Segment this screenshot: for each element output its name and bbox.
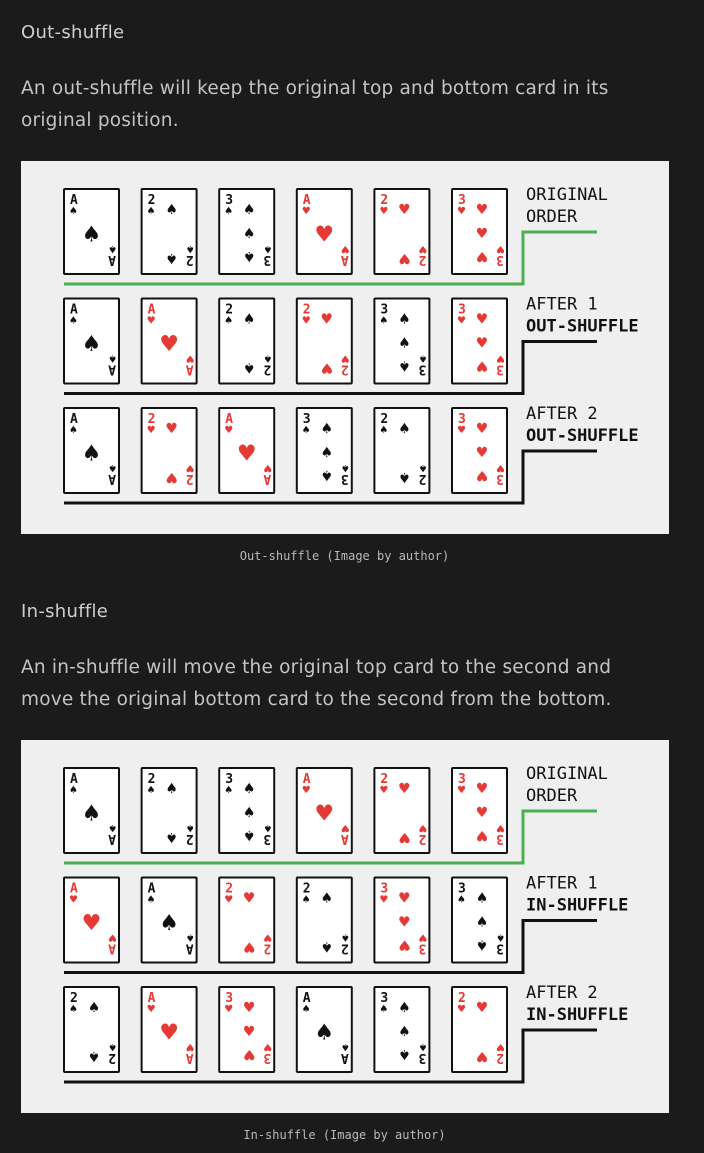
svg-text:A: A	[70, 412, 78, 427]
svg-text:2: 2	[418, 471, 427, 486]
playing-card-A-spades	[142, 878, 197, 963]
svg-text:♥: ♥	[81, 911, 102, 937]
out-shuffle-diagram	[21, 161, 669, 534]
svg-text:♥: ♥	[242, 999, 256, 1016]
svg-text:3: 3	[225, 193, 234, 208]
svg-text:3: 3	[496, 940, 504, 956]
svg-text:♠: ♠	[398, 420, 411, 437]
svg-text:3: 3	[496, 361, 504, 377]
svg-text:2: 2	[418, 252, 427, 267]
playing-card-2-hearts	[374, 189, 429, 274]
svg-text:♠: ♠	[398, 1023, 411, 1040]
card-row-3	[64, 983, 628, 1082]
svg-text:♠: ♠	[457, 894, 466, 906]
svg-text:♥: ♥	[108, 931, 117, 943]
svg-text:A: A	[147, 881, 156, 897]
svg-text:♥: ♥	[340, 822, 350, 833]
svg-text:3: 3	[458, 412, 466, 427]
svg-text:3: 3	[302, 412, 311, 427]
svg-text:♠: ♠	[165, 780, 178, 797]
playing-card-3-spades	[297, 408, 352, 493]
card-row-1	[64, 764, 608, 863]
svg-text:3: 3	[496, 252, 504, 267]
svg-text:♠: ♠	[263, 243, 273, 254]
svg-text:♥: ♥	[379, 894, 389, 906]
svg-text:♠: ♠	[320, 467, 334, 484]
svg-text:♥: ♥	[340, 243, 350, 254]
svg-text:♥: ♥	[242, 1046, 256, 1063]
svg-text:2: 2	[302, 302, 311, 318]
svg-text:♠: ♠	[242, 311, 256, 328]
svg-text:A: A	[70, 193, 78, 208]
playing-card-A-spades	[64, 408, 119, 493]
playing-card-2-hearts	[374, 768, 429, 853]
svg-text:♥: ♥	[475, 827, 489, 844]
svg-text:A: A	[108, 940, 116, 956]
svg-text:♥: ♥	[496, 822, 505, 833]
svg-text:A: A	[147, 302, 156, 318]
svg-text:♥: ♥	[165, 420, 178, 437]
svg-text:♥: ♥	[457, 206, 466, 217]
svg-text:♠: ♠	[263, 822, 273, 833]
svg-text:♠: ♠	[165, 201, 178, 218]
svg-text:♠: ♠	[418, 1041, 428, 1052]
svg-text:♥: ♥	[69, 894, 78, 906]
playing-card-2-spades	[64, 987, 119, 1072]
svg-text:3: 3	[418, 361, 427, 377]
svg-text:♠: ♠	[418, 352, 428, 364]
svg-text:♠: ♠	[475, 890, 489, 907]
svg-text:2: 2	[380, 772, 389, 787]
section-heading-in-shuffle: In-shuffle	[21, 601, 109, 622]
svg-text:♠: ♠	[242, 359, 256, 376]
svg-text:A: A	[108, 471, 116, 486]
svg-text:♥: ♥	[475, 780, 489, 797]
svg-text:♥: ♥	[418, 931, 428, 943]
svg-text:A: A	[263, 471, 272, 486]
playing-card-3-spades	[219, 768, 274, 853]
row-label-line1: AFTER 1	[526, 873, 598, 894]
svg-text:3: 3	[225, 772, 234, 787]
svg-text:3: 3	[380, 881, 389, 897]
svg-text:♠: ♠	[81, 332, 102, 358]
playing-card-2-spades	[219, 299, 274, 384]
svg-text:♠: ♠	[263, 352, 273, 364]
svg-text:♠: ♠	[379, 315, 389, 327]
svg-text:♥: ♥	[496, 462, 505, 473]
svg-text:3: 3	[458, 193, 466, 208]
svg-text:♥: ♥	[475, 1048, 489, 1065]
svg-text:♥: ♥	[457, 315, 466, 327]
svg-text:♠: ♠	[146, 894, 156, 906]
svg-text:♠: ♠	[159, 911, 179, 937]
svg-text:♠: ♠	[320, 938, 334, 955]
svg-text:♠: ♠	[165, 829, 178, 846]
svg-text:♥: ♥	[496, 352, 505, 364]
svg-text:2: 2	[458, 991, 466, 1006]
card-row-1	[64, 185, 608, 284]
playing-card-A-spades	[64, 768, 119, 853]
svg-text:A: A	[70, 772, 78, 787]
svg-text:♠: ♠	[185, 243, 195, 254]
svg-text:♥: ♥	[263, 462, 273, 473]
svg-text:♠: ♠	[398, 469, 411, 486]
svg-text:♥: ♥	[398, 829, 411, 846]
playing-card-3-hearts	[452, 408, 507, 493]
playing-card-A-hearts	[219, 408, 274, 493]
playing-card-3-spades	[219, 189, 274, 274]
svg-text:A: A	[302, 193, 311, 208]
svg-text:♠: ♠	[301, 425, 311, 436]
svg-text:A: A	[70, 881, 78, 897]
svg-text:♠: ♠	[398, 357, 411, 374]
svg-text:♥: ♥	[301, 315, 311, 327]
svg-text:2: 2	[147, 772, 156, 787]
svg-text:♥: ♥	[418, 243, 428, 254]
svg-text:♥: ♥	[496, 1041, 505, 1052]
svg-text:♥: ♥	[457, 1004, 466, 1015]
svg-text:A: A	[340, 831, 349, 846]
svg-text:♠: ♠	[340, 931, 350, 943]
svg-text:♥: ♥	[457, 425, 466, 436]
svg-text:A: A	[225, 412, 234, 427]
svg-text:♥: ♥	[146, 425, 156, 436]
svg-text:♥: ♥	[185, 1041, 195, 1052]
playing-card-A-spades	[64, 299, 119, 384]
svg-text:3: 3	[263, 1050, 272, 1065]
svg-text:♠: ♠	[69, 206, 78, 217]
svg-text:2: 2	[380, 412, 389, 427]
svg-text:♠: ♠	[146, 206, 156, 217]
svg-text:♠: ♠	[69, 315, 78, 327]
playing-card-2-spades	[374, 408, 429, 493]
svg-text:♠: ♠	[418, 462, 428, 473]
svg-text:♥: ♥	[224, 1004, 234, 1015]
row-label-line1: AFTER 1	[526, 294, 598, 315]
svg-text:♠: ♠	[69, 1004, 78, 1015]
svg-text:2: 2	[263, 940, 272, 956]
svg-text:♥: ♥	[224, 425, 234, 436]
svg-text:♠: ♠	[379, 425, 389, 436]
row-label-line2: ORDER	[526, 786, 578, 806]
svg-text:A: A	[340, 1050, 349, 1065]
svg-text:♠: ♠	[108, 1041, 117, 1052]
svg-text:♥: ♥	[475, 225, 489, 242]
row-label-line1: ORIGINAL	[526, 764, 608, 784]
playing-card-2-hearts	[142, 408, 197, 493]
svg-text:♥: ♥	[159, 332, 179, 358]
row-label-line1: ORIGINAL	[526, 185, 608, 205]
section-paragraph-in-shuffle: An in-shuffle will move the original top card to the second and move the original bottom card to the second from the bottom.	[21, 657, 612, 710]
svg-text:3: 3	[263, 252, 272, 267]
svg-text:3: 3	[380, 991, 389, 1006]
svg-text:2: 2	[302, 881, 311, 897]
row-label-line2: OUT-SHUFFLE	[526, 426, 639, 446]
playing-card-A-hearts	[64, 878, 119, 963]
svg-text:♠: ♠	[165, 250, 178, 267]
svg-text:♥: ♥	[475, 420, 489, 437]
svg-text:♠: ♠	[81, 801, 102, 827]
svg-text:3: 3	[263, 831, 272, 846]
svg-text:♥: ♥	[159, 1020, 179, 1046]
svg-text:♠: ♠	[242, 201, 256, 218]
svg-text:♥: ♥	[475, 357, 489, 374]
svg-text:♥: ♥	[475, 201, 489, 218]
svg-text:A: A	[340, 252, 349, 267]
svg-text:2: 2	[225, 881, 234, 897]
section-paragraph-out-shuffle: An out-shuffle will keep the original top and bottom card in its original position.	[21, 78, 609, 131]
svg-text:3: 3	[496, 831, 504, 846]
svg-text:♥: ♥	[418, 822, 428, 833]
card-row-2	[64, 874, 628, 973]
playing-card-2-spades	[142, 189, 197, 274]
playing-card-3-spades	[452, 878, 507, 963]
svg-text:♠: ♠	[379, 1004, 389, 1015]
svg-text:3: 3	[458, 302, 466, 318]
playing-card-A-hearts	[297, 189, 352, 274]
playing-card-3-hearts	[452, 189, 507, 274]
svg-text:♥: ♥	[263, 1041, 273, 1052]
svg-text:♥: ♥	[475, 335, 489, 352]
svg-text:A: A	[185, 1050, 194, 1065]
svg-text:♥: ♥	[475, 467, 489, 484]
svg-text:♥: ♥	[496, 243, 505, 254]
svg-text:♠: ♠	[146, 785, 156, 796]
in-shuffle-diagram	[21, 740, 669, 1113]
svg-text:A: A	[70, 302, 78, 318]
svg-text:♠: ♠	[320, 444, 334, 461]
svg-text:♠: ♠	[224, 785, 234, 796]
svg-text:♠: ♠	[398, 999, 411, 1016]
svg-text:♠: ♠	[108, 243, 117, 254]
svg-text:♥: ♥	[320, 359, 334, 376]
out-shuffle-figure	[21, 161, 669, 534]
row-label-line2: OUT-SHUFFLE	[526, 316, 639, 337]
svg-text:♥: ♥	[301, 785, 311, 796]
svg-text:♠: ♠	[242, 225, 256, 242]
svg-text:♥: ♥	[475, 999, 489, 1016]
playing-card-3-hearts	[452, 768, 507, 853]
playing-card-2-spades	[142, 768, 197, 853]
svg-text:♠: ♠	[242, 827, 256, 844]
svg-text:3: 3	[418, 940, 427, 956]
svg-text:♥: ♥	[475, 311, 489, 328]
svg-text:♠: ♠	[301, 894, 311, 906]
svg-text:2: 2	[70, 991, 78, 1006]
svg-text:♥: ♥	[398, 780, 411, 797]
svg-text:♠: ♠	[87, 999, 101, 1016]
playing-card-3-spades	[374, 987, 429, 1072]
svg-text:♥: ♥	[379, 785, 389, 796]
svg-text:3: 3	[418, 1050, 427, 1065]
svg-text:♠: ♠	[242, 248, 256, 265]
svg-text:3: 3	[340, 471, 349, 486]
svg-text:♥: ♥	[224, 894, 234, 906]
svg-text:♠: ♠	[87, 1048, 101, 1065]
svg-text:♠: ♠	[398, 1046, 411, 1063]
card-row-3	[64, 404, 639, 503]
svg-text:2: 2	[496, 1050, 504, 1065]
svg-text:♠: ♠	[301, 1004, 311, 1015]
svg-text:♥: ♥	[242, 890, 256, 907]
out-shuffle-caption: Out-shuffle (Image by author)	[239, 549, 450, 563]
card-row-2	[64, 295, 639, 394]
svg-text:♠: ♠	[108, 462, 117, 473]
svg-text:♥: ♥	[340, 352, 350, 364]
svg-text:A: A	[108, 252, 116, 267]
svg-text:2: 2	[185, 471, 194, 486]
playing-card-A-spades	[297, 987, 352, 1072]
svg-text:A: A	[147, 991, 156, 1006]
svg-text:♠: ♠	[340, 462, 350, 473]
playing-card-3-spades	[374, 299, 429, 384]
svg-text:♥: ♥	[165, 469, 178, 486]
playing-card-A-spades	[64, 189, 119, 274]
svg-text:♥: ♥	[398, 201, 411, 218]
svg-text:♠: ♠	[496, 931, 505, 943]
svg-text:♥: ♥	[242, 938, 256, 955]
svg-text:♥: ♥	[314, 222, 335, 248]
svg-text:2: 2	[225, 302, 234, 318]
svg-text:♠: ♠	[69, 785, 78, 796]
svg-text:2: 2	[108, 1050, 116, 1065]
svg-text:2: 2	[263, 361, 272, 377]
svg-text:♥: ♥	[185, 352, 195, 364]
row-label-line2: ORDER	[526, 207, 578, 227]
svg-text:♥: ♥	[185, 462, 195, 473]
playing-card-A-hearts	[297, 768, 352, 853]
svg-text:2: 2	[147, 412, 156, 427]
row-label-line1: AFTER 2	[526, 983, 598, 1003]
svg-text:♠: ♠	[69, 425, 78, 436]
playing-card-A-hearts	[142, 987, 197, 1072]
svg-text:♠: ♠	[475, 914, 489, 931]
playing-card-3-hearts	[452, 299, 507, 384]
section-heading-out-shuffle: Out-shuffle	[21, 22, 125, 43]
svg-text:A: A	[108, 361, 116, 377]
in-shuffle-figure	[21, 740, 669, 1113]
svg-text:3: 3	[380, 302, 389, 318]
svg-text:♠: ♠	[81, 441, 102, 467]
svg-text:2: 2	[185, 831, 194, 846]
svg-text:♠: ♠	[320, 890, 334, 907]
svg-text:♥: ♥	[457, 785, 466, 796]
svg-text:3: 3	[225, 991, 234, 1006]
svg-text:♥: ♥	[475, 248, 489, 265]
svg-text:2: 2	[418, 831, 427, 846]
svg-text:♥: ♥	[475, 804, 489, 821]
svg-text:♥: ♥	[146, 1004, 156, 1015]
svg-text:3: 3	[458, 881, 466, 897]
svg-text:♥: ♥	[236, 441, 257, 467]
svg-text:♠: ♠	[224, 315, 234, 327]
svg-text:♥: ♥	[475, 444, 489, 461]
svg-text:♠: ♠	[398, 335, 411, 352]
svg-text:2: 2	[340, 940, 349, 956]
svg-text:♠: ♠	[108, 352, 117, 364]
svg-text:A: A	[185, 940, 194, 956]
svg-text:♠: ♠	[340, 1041, 350, 1052]
svg-text:A: A	[108, 831, 116, 846]
svg-text:♥: ♥	[398, 250, 411, 267]
svg-text:2: 2	[340, 361, 349, 377]
row-label-line1: AFTER 2	[526, 404, 598, 424]
svg-text:♠: ♠	[475, 936, 489, 953]
playing-card-2-hearts	[297, 299, 352, 384]
row-label-line2: IN-SHUFFLE	[526, 1005, 629, 1025]
svg-text:♥: ♥	[314, 801, 335, 827]
playing-card-3-hearts	[219, 987, 274, 1072]
svg-text:A: A	[302, 772, 311, 787]
playing-card-2-hearts	[452, 987, 507, 1072]
playing-card-3-hearts	[374, 878, 429, 963]
playing-card-A-hearts	[142, 299, 197, 384]
svg-text:♥: ♥	[263, 931, 273, 943]
svg-text:♥: ♥	[146, 315, 156, 327]
svg-text:♥: ♥	[301, 206, 311, 217]
svg-text:3: 3	[458, 772, 466, 787]
svg-text:2: 2	[185, 252, 194, 267]
svg-text:♠: ♠	[242, 804, 256, 821]
svg-text:♥: ♥	[379, 206, 389, 217]
svg-text:♥: ♥	[320, 311, 334, 328]
svg-text:♥: ♥	[398, 936, 411, 953]
svg-text:2: 2	[380, 193, 389, 208]
playing-card-2-spades	[297, 878, 352, 963]
svg-text:♥: ♥	[398, 914, 411, 931]
svg-text:♠: ♠	[185, 822, 195, 833]
svg-text:♥: ♥	[398, 890, 411, 907]
svg-text:♥: ♥	[242, 1023, 256, 1040]
svg-text:♠: ♠	[185, 931, 195, 943]
svg-text:♠: ♠	[314, 1020, 335, 1046]
svg-text:♠: ♠	[242, 780, 256, 797]
svg-text:♠: ♠	[108, 822, 117, 833]
svg-text:♠: ♠	[81, 222, 102, 248]
svg-text:3: 3	[496, 471, 504, 486]
in-shuffle-caption: In-shuffle (Image by author)	[243, 1128, 446, 1142]
playing-card-2-hearts	[219, 878, 274, 963]
row-label-line2: IN-SHUFFLE	[526, 895, 629, 916]
svg-text:♠: ♠	[320, 420, 334, 437]
svg-text:2: 2	[147, 193, 156, 208]
svg-text:♠: ♠	[224, 206, 234, 217]
svg-text:A: A	[302, 991, 311, 1006]
svg-text:A: A	[185, 361, 194, 377]
svg-text:♠: ♠	[398, 311, 411, 328]
